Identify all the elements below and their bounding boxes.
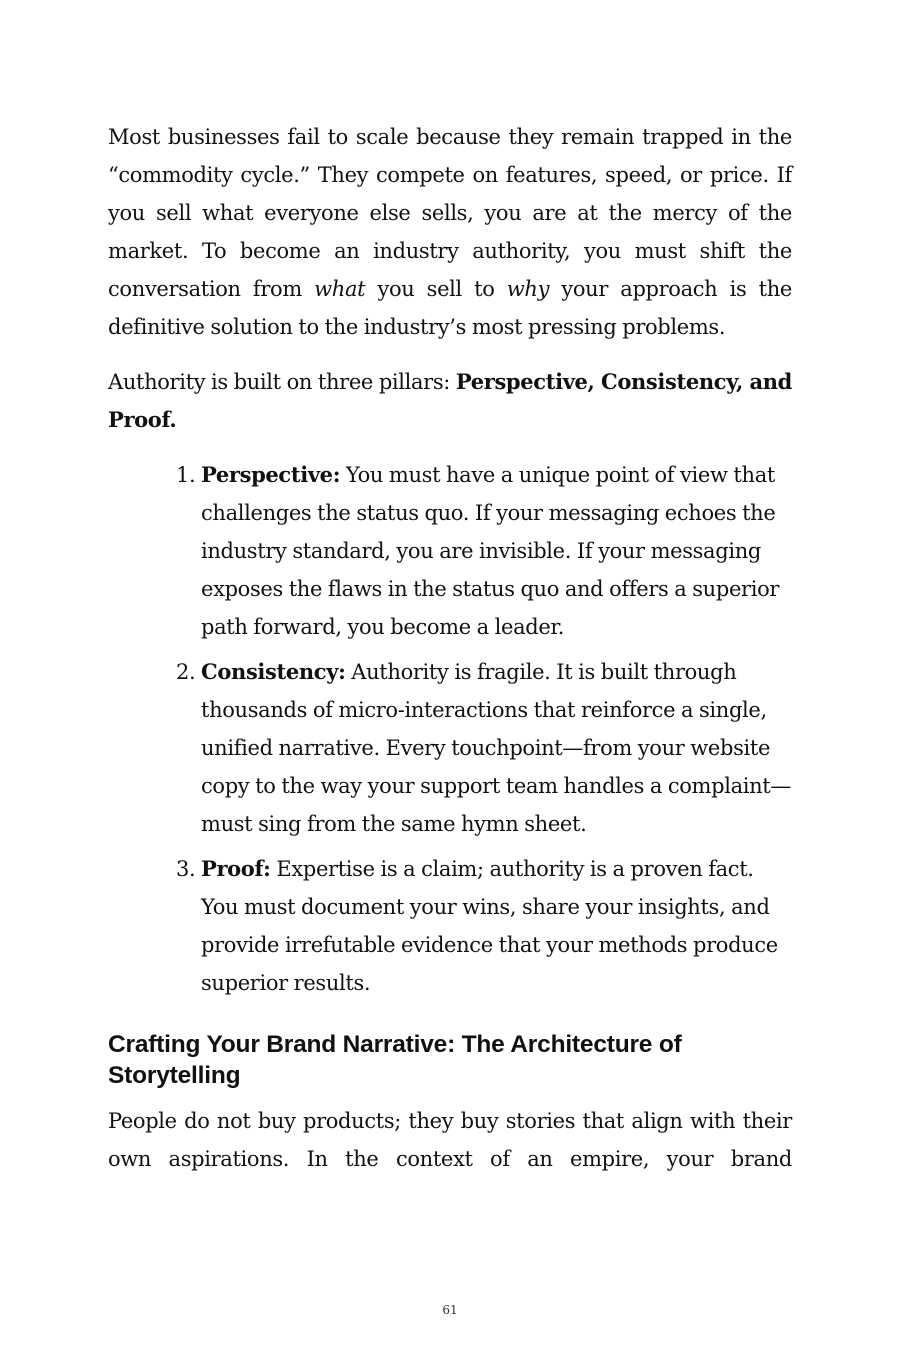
list-text: You must have a unique point of view that challenges the status quo. If your messaging echoes the industry standard, you are invisible. If your messaging exposes the flaws in the status quo and offers a superior path forward, you become a leader. [201, 463, 780, 639]
pillars-list [108, 456, 792, 1002]
list-term: Consistency: [201, 659, 346, 684]
page-content [108, 118, 792, 1178]
list-number: 2. [176, 660, 196, 684]
list-item-proof [108, 850, 792, 1002]
list-text: Expertise is a claim; authority is a proven fact. You must document your wins, share your insights, and provide irrefutable evidence that your methods produce superior results. [201, 857, 778, 995]
intro-emphasis-what: what [314, 277, 366, 301]
list-number: 1. [176, 463, 196, 487]
list-term: Perspective: [201, 462, 341, 487]
page-number: 61 [442, 1303, 458, 1317]
intro-emphasis-why: why [506, 277, 550, 301]
pillars-lead: Authority is built on three pillars: [108, 370, 456, 394]
list-term: Proof: [201, 856, 271, 881]
section-paragraph: People do not buy products; they buy stories that align with their own aspirations. In the context of an empire, your brand [108, 1109, 792, 1171]
intro-paragraph [108, 118, 792, 346]
intro-text-b: you sell to [365, 277, 507, 301]
section-heading: Crafting Your Brand Narrative: The Architecture of Storytelling [108, 1031, 682, 1089]
list-item-perspective [108, 456, 792, 646]
list-item-consistency [108, 653, 792, 843]
intro-text-a: Most businesses fail to scale because they remain trapped in the “commodity cycle.” They compete on features, speed, or price. If you sell what everyone else sells, you are at the mercy of the market. To become an industry authority, you must shift the conversation from [108, 125, 792, 301]
list-text: Authority is fragile. It is built through thousands of micro-interactions that reinforce a single, unified narrative. Every touchpoint—from your website copy to the way your support team handles a complaint—must sing from the same hymn sheet. [201, 660, 792, 836]
pillars-strong: Perspective, Consistency, and Proof. [108, 369, 792, 432]
pillars-paragraph [108, 363, 792, 439]
intro-text-c: your approach is the definitive solution to the industry’s most pressing problems. [108, 277, 792, 339]
list-number: 3. [176, 857, 196, 881]
